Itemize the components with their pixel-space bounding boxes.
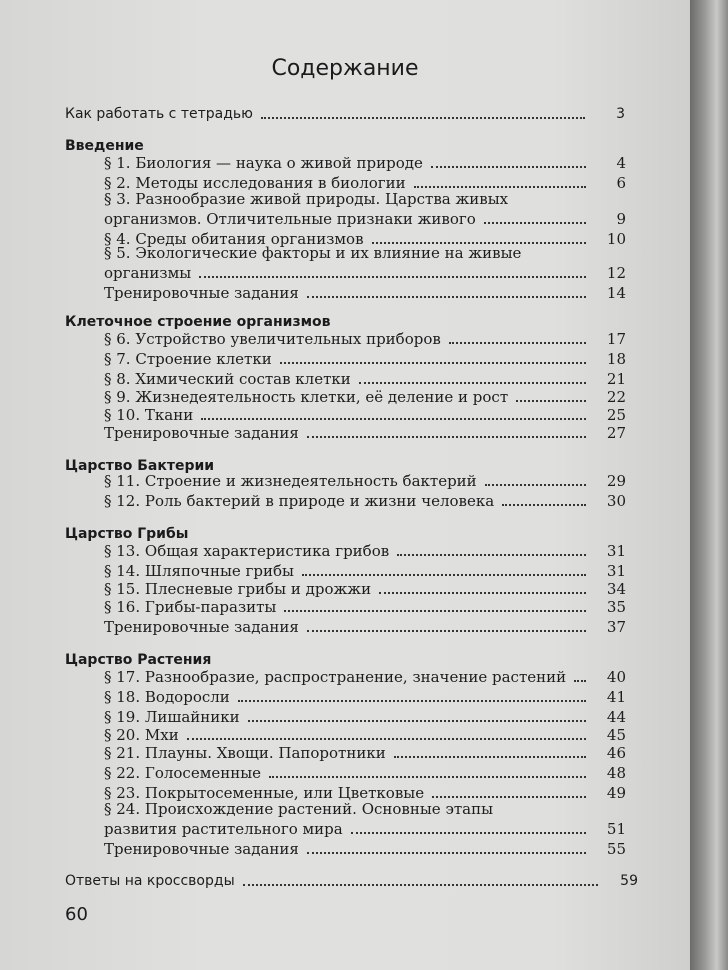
toc-entry: § 6. Устройство увеличительных приборов 17 [104,330,626,348]
dot-leader [359,382,586,384]
toc-entry: § 14. Шляпочные грибы 31 [104,562,626,580]
section-heading: Царство Растения [65,652,212,668]
dot-leader [379,592,586,594]
toc-entry: развития растительного мира 51 [104,820,626,838]
toc-entry-answers [65,872,638,890]
toc-entry-line1: § 3. Разнообразие живой природы. Царства живых [104,190,509,208]
toc-entry: § 8. Химический состав клетки 21 [104,370,626,388]
section-heading: Введение [65,138,144,154]
toc-entry: Тренировочные задания 37 [104,618,626,636]
dot-leader [574,680,586,682]
toc-entry-line1: § 5. Экологические факторы и их влияние на живые [104,244,522,262]
dot-leader [187,738,586,740]
dot-leader [201,418,586,420]
dot-leader [307,436,586,438]
section-heading: Царство Бактерии [65,458,215,474]
toc-entry: § 16. Грибы-паразиты 35 [104,598,626,616]
toc-entry: § 12. Роль бактерий в природе и жизни человека 30 [104,492,626,510]
dot-leader [397,554,586,556]
toc-entry-intro [65,105,625,123]
toc-entry: § 4. Среды обитания организмов 10 [104,230,626,248]
dot-leader [449,342,586,344]
dot-leader [432,796,586,798]
dot-leader [284,610,586,612]
toc-entry-page: 3 [616,106,625,122]
dot-leader [248,720,586,722]
dot-leader [516,400,586,402]
dot-leader [307,630,586,632]
toc-entry-line1: § 24. Происхождение растений. Основные этапы [104,800,494,818]
dot-leader [351,832,586,834]
toc-entry: Тренировочные задания 27 [104,424,626,442]
section-heading: Клеточное строение организмов [65,314,331,330]
toc-entry-label: Как работать с тетрадью [65,106,253,122]
dot-leader [269,776,586,778]
toc-entry: § 21. Плауны. Хвощи. Папоротники 46 [104,744,626,762]
toc-entry: § 13. Общая характеристика грибов 31 [104,542,626,560]
toc-entry: организмов. Отличительные признаки живого 9 [104,210,626,228]
toc-entry: § 19. Лишайники 44 [104,708,626,726]
toc-entry: § 20. Мхи 45 [104,726,626,744]
toc-entry: § 18. Водоросли 41 [104,688,626,706]
toc-entry-page: 59 [620,873,638,889]
toc-entry: § 10. Ткани 25 [104,406,626,424]
dot-leader [238,700,586,702]
dot-leader [243,884,598,886]
toc-entry: § 22. Голосеменные 48 [104,764,626,782]
page-number: 60 [65,904,88,925]
dot-leader [394,756,586,758]
toc-entry: § 11. Строение и жизнедеятельность бактерий 29 [104,472,626,490]
dot-leader [307,852,586,854]
toc-entry: Тренировочные задания 14 [104,284,626,302]
dot-leader [484,222,586,224]
toc-entry: § 9. Жизнедеятельность клетки, её деление и рост 22 [104,388,626,406]
dot-leader [199,276,586,278]
toc-entry-label: Ответы на кроссворды [65,873,235,889]
toc-entry: § 23. Покрытосеменные, или Цветковые 49 [104,784,626,802]
dot-leader [485,484,586,486]
toc-entry: Тренировочные задания 55 [104,840,626,858]
dot-leader [280,362,586,364]
dot-leader [302,574,586,576]
dot-leader [414,186,586,188]
toc-entry: § 2. Методы исследования в биологии 6 [104,174,626,192]
toc-entry: § 17. Разнообразие, распространение, значение растений 40 [104,668,626,686]
toc-entry: § 1. Биология — наука о живой природе 4 [104,154,626,172]
page-title: Содержание [271,56,419,81]
dot-leader [261,117,585,119]
section-heading: Царство Грибы [65,526,189,542]
dot-leader [307,296,586,298]
book-edge [690,0,728,970]
toc-entry: § 7. Строение клетки 18 [104,350,626,368]
dot-leader [502,504,586,506]
dot-leader [431,166,586,168]
toc-entry: организмы 12 [104,264,626,282]
toc-entry: § 15. Плесневые грибы и дрожжи 34 [104,580,626,598]
